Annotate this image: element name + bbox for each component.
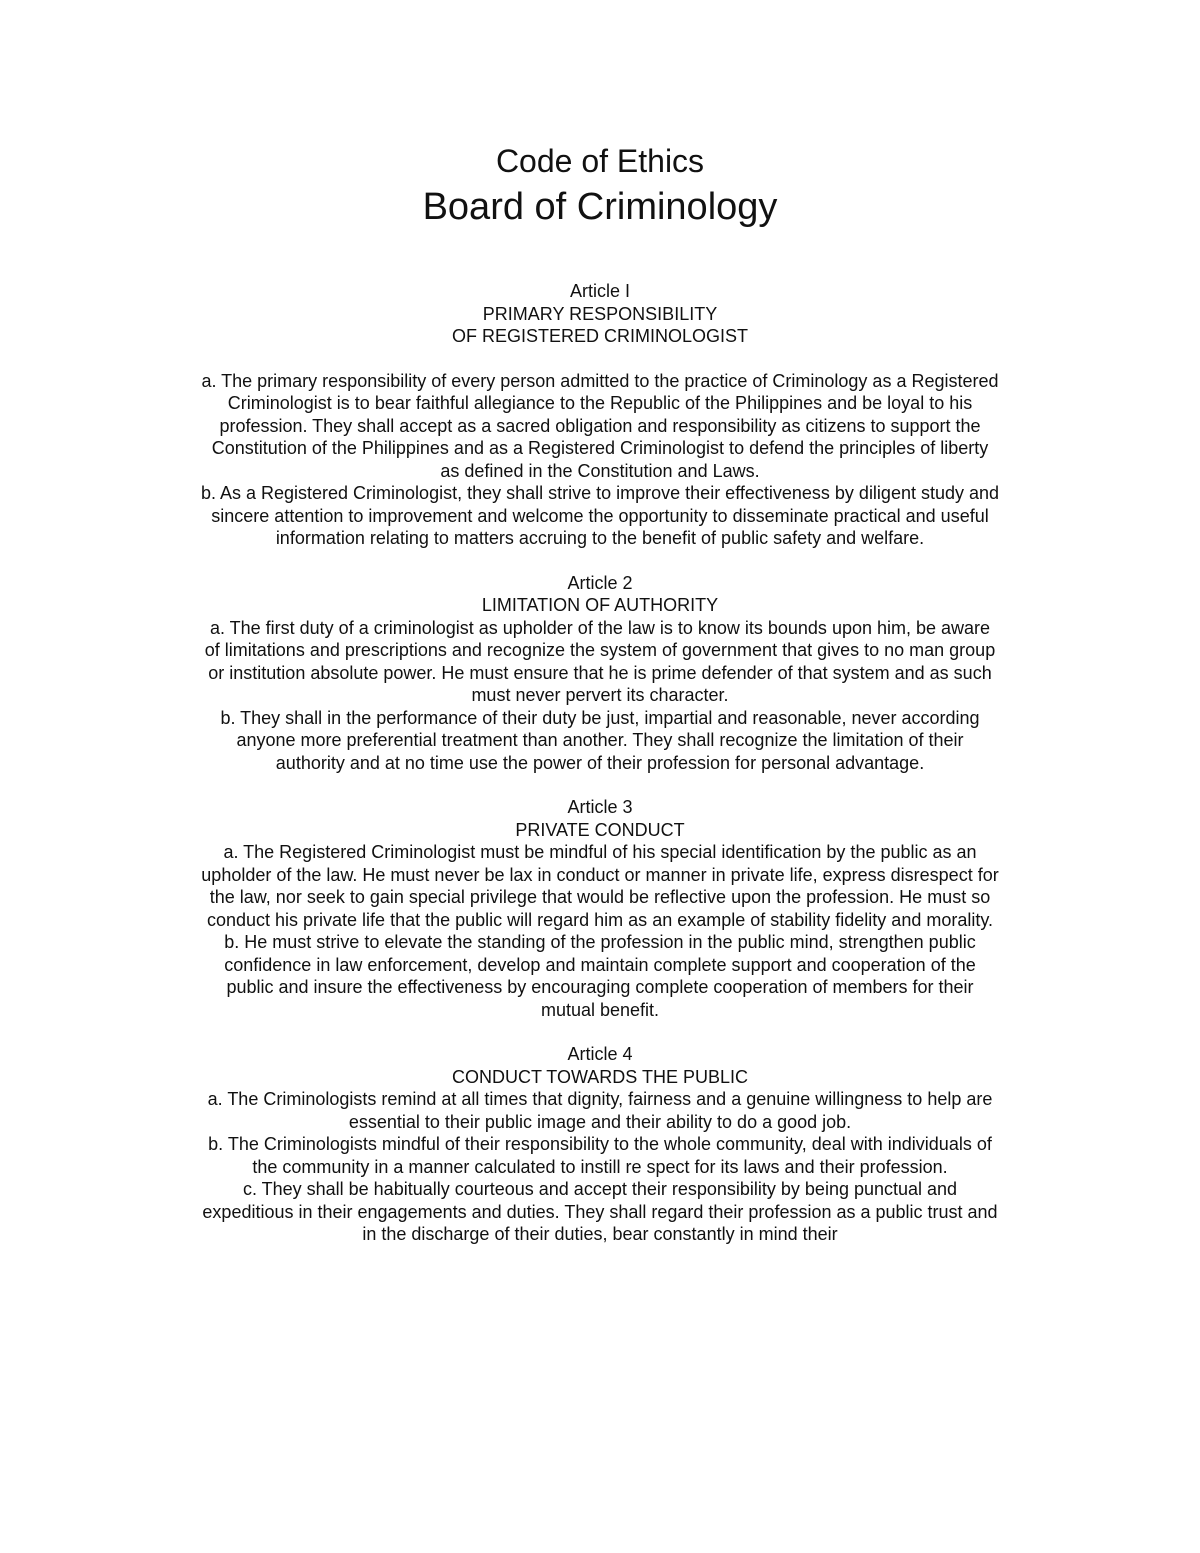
article-heading: Article 3 — [567, 797, 633, 817]
article-paragraph: b. The Criminologists mindful of their responsibility to the whole community, deal with individuals of the community in a manner calculated to instill re spect for its laws and their profession. — [208, 1134, 992, 1177]
article-2 — [200, 572, 1000, 775]
article-heading: Article I — [569, 281, 630, 301]
article-title: PRIMARY RESPONSIBILITY — [482, 303, 718, 324]
article-1 — [200, 280, 1000, 550]
article-paragraph: b. As a Registered Criminologist, they shall strive to improve their effectiveness by diligent study and sincere attention to improvement and welcome the opportunity to disseminate practical and useful information relating to matters accruing to the benefit of public safety and welfare. — [200, 483, 1000, 548]
article-paragraph: a. The Criminologists remind at all times that dignity, fairness and a genuine willingness to help are essential to their public image and their ability to do a good job. — [207, 1089, 993, 1132]
article-heading: Article 4 — [567, 1044, 633, 1064]
article-paragraph: a. The primary responsibility of every person admitted to the practice of Criminology as a Registered Criminologist is to bear faithful allegiance to the Republic of the Philippines and be loyal to his profession. They shall accept as a sacred obligation and responsibility as citizens to support the Constitution of the Philippines and as a Registered Criminologist to defend the principles of liberty as defined in the Constitution and Laws. — [201, 370, 999, 481]
article-paragraph: a. The first duty of a criminologist as upholder of the law is to know its bounds upon him, be aware of limitations and prescriptions and recognize the system of government that gives to no man group or institution absolute power. He must ensure that he is prime defender of that system and as such must never pervert its character. — [204, 617, 996, 705]
document-subtitle: Board of Criminology — [422, 186, 778, 228]
article-title: CONDUCT TOWARDS THE PUBLIC — [451, 1066, 749, 1087]
spacer — [200, 348, 1000, 370]
document-title: Code of Ethics — [495, 143, 705, 179]
article-paragraph: a. The Registered Criminologist must be mindful of his special identification by the public as an upholder of the law. He must never be lax in conduct or manner in private life, express disrespect for the law, nor seek to gain special privilege that would be reflective upon the profession. He must so conduct his private life that the public will regard him as an example of stability fidelity and morality. — [201, 842, 999, 930]
article-title: LIMITATION OF AUTHORITY — [481, 595, 719, 615]
document-page — [200, 140, 1000, 1268]
article-title: PRIVATE CONDUCT — [515, 819, 685, 840]
article-paragraph: c. They shall be habitually courteous and accept their responsibility by being punctual and expeditious in their engagements and duties. They shall regard their profession as a public trust and in the discharge of their duties, bear constantly in mind their — [202, 1179, 998, 1244]
article-paragraph: b. He must strive to elevate the standing of the profession in the public mind, strengthen public confidence in law enforcement, develop and maintain complete support and cooperation of the public and insure the effectiveness by encouraging complete cooperation of members for their mutual benefit. — [224, 932, 976, 1020]
article-3 — [200, 796, 1000, 1021]
article-paragraph: b. They shall in the performance of their duty be just, impartial and reasonable, never according anyone more preferential treatment than another. They shall recognize the limitation of their authority and at no time use the power of their profession for personal advantage. — [220, 707, 980, 773]
article-4 — [200, 1043, 1000, 1246]
article-title: OF REGISTERED CRIMINOLOGIST — [451, 326, 749, 346]
article-heading: Article 2 — [567, 572, 633, 593]
